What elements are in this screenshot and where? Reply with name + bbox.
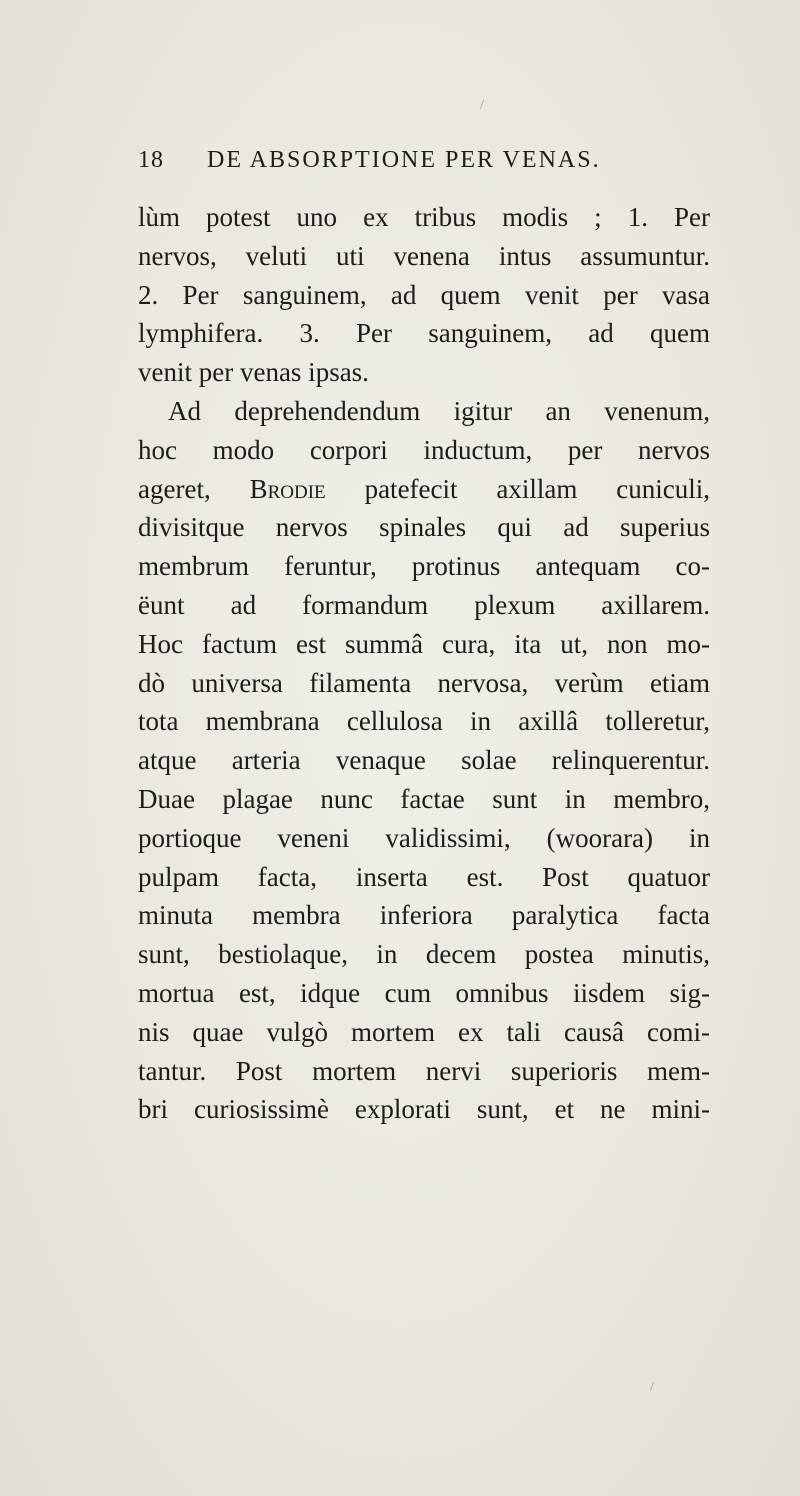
page-number: 18 [138,147,164,173]
text-span: patefecit axillam cuniculi, [364,473,711,504]
text-line: 2. Per sanguinem, ad quem venit per vasa [138,279,710,310]
text-line: pulpam facta, inserta est. Post quatuor [138,861,710,892]
text-line: membrum feruntur, protinus antequam co- [138,551,710,582]
text-line: lùm potest uno ex tribus modis ; 1. Per [138,202,710,232]
text-line [138,470,710,509]
text-line: Ad deprehendendum igitur an venenum, [168,395,710,426]
text-line: ëunt ad formandum plexum axillarem. [138,589,710,620]
body-text [138,198,710,1129]
text-line: hoc modo corpori inductum, per nervos [138,434,710,465]
page-header [138,147,698,183]
text-line: portioque veneni validissimi, (woorara) in [138,822,710,853]
text-line: atque arteria venaque solae relinquerentur. [138,745,710,776]
paper-speck-mark: / [650,1380,654,1395]
text-line: mortua est, idque cum omnibus iisdem sig- [138,977,710,1008]
text-line: venit per venas ipsas. [138,357,369,388]
text-line: nis quae vulgò mortem ex tali causâ comi- [138,1016,710,1047]
text-line: divisitque nervos spinales qui ad superius [138,512,710,543]
running-head: DE ABSORPTIONE PER VENAS. [207,147,601,173]
text-line: sunt, bestiolaque, in decem postea minutis, [138,939,710,970]
author-name: Brodie [249,473,326,504]
text-span: ageret, [138,473,211,504]
text-line: tantur. Post mortem nervi superioris mem- [138,1055,710,1086]
text-line: minuta membra inferiora paralytica facta [138,900,710,931]
text-line: dò universa filamenta nervosa, verùm etiam [138,667,710,698]
text-line: nervos, veluti uti venena intus assumuntur. [138,240,710,271]
paper-speck-mark: / [480,98,484,113]
text-line: Duae plagae nunc factae sunt in membro, [138,783,710,814]
text-line: tota membrana cellulosa in axillâ tolleretur, [138,706,710,737]
text-line: Hoc factum est summâ cura, ita ut, non mo- [138,628,710,659]
text-line: lymphifera. 3. Per sanguinem, ad quem [138,318,710,349]
text-line: bri curiosissimè explorati sunt, et ne mini- [138,1094,710,1125]
